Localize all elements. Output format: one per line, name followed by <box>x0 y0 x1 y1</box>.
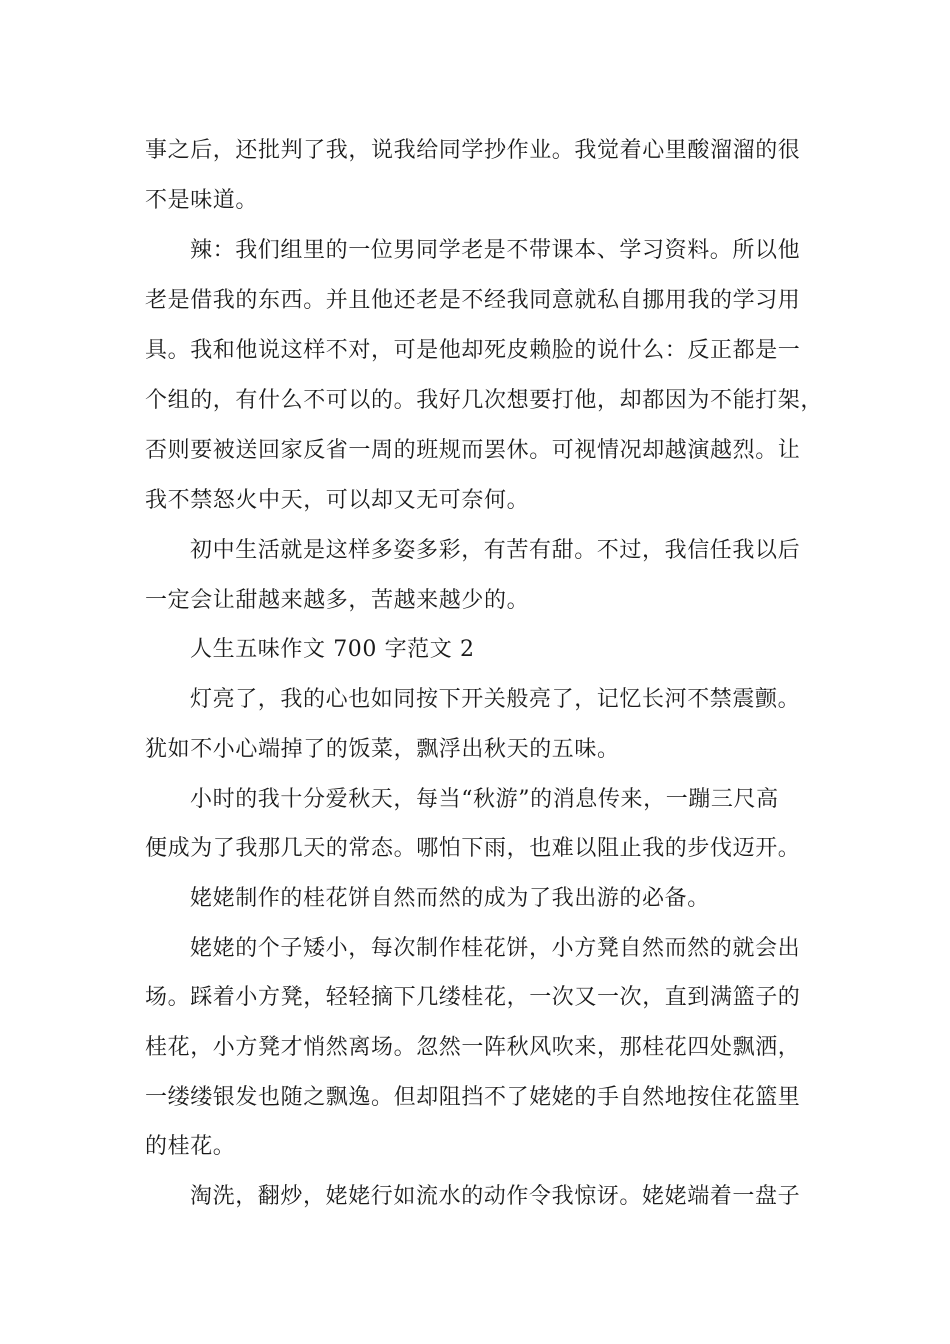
section-heading: 人生五味作文 700 字范文 2 <box>190 637 475 662</box>
text-line: 我不禁怒火中天，可以却又无可奈何。 <box>145 488 530 513</box>
text-line: 老是借我的东西。并且他还老是不经我同意就私自挪用我的学习用 <box>145 288 801 313</box>
paragraph-start-line: 初中生活就是这样多姿多彩，有苦有甜。不过，我信任我以后 <box>190 538 801 563</box>
text-line: 一定会让甜越来越多，苦越来越少的。 <box>145 588 530 613</box>
paragraph-start-line: 辣：我们组里的一位男同学老是不带课本、学习资料。所以他 <box>190 238 801 263</box>
text-line: 场。踩着小方凳，轻轻摘下几缕桂花，一次又一次，直到满篮子的 <box>145 985 801 1010</box>
text-line: 不是味道。 <box>145 188 259 213</box>
paragraph-start-line: 姥姥制作的桂花饼自然而然的成为了我出游的必备。 <box>190 886 710 911</box>
text-line: 犹如不小心端掉了的饭菜，飘浮出秋天的五味。 <box>145 737 620 762</box>
paragraph-start-line: 姥姥的个子矮小，每次制作桂花饼，小方凳自然而然的就会出 <box>190 936 801 961</box>
paragraph-start-line: 小时的我十分爱秋天，每当“秋游”的消息传来，一蹦三尺高 <box>190 787 779 812</box>
text-line: 个组的，有什么不可以的。我好几次想要打他，却都因为不能打架， <box>145 388 824 413</box>
text-line: 桂花，小方凳才悄然离场。忽然一阵秋风吹来，那桂花四处飘洒， <box>145 1035 801 1060</box>
text-line: 便成为了我那几天的常态。哪怕下雨，也难以阻止我的步伐迈开。 <box>145 836 801 861</box>
text-line: 一缕缕银发也随之飘逸。但却阻挡不了姥姥的手自然地按住花篮里 <box>145 1085 801 1110</box>
text-line: 否则要被送回家反省一周的班规而罢休。可视情况却越演越烈。让 <box>145 438 801 463</box>
text-line: 事之后，还批判了我，说我给同学抄作业。我觉着心里酸溜溜的很 <box>145 138 801 163</box>
paragraph-start-line: 淘洗，翻炒，姥姥行如流水的动作令我惊讶。姥姥端着一盘子 <box>190 1184 801 1209</box>
text-line: 的桂花。 <box>145 1134 236 1159</box>
text-line: 具。我和他说这样不对，可是他却死皮赖脸的说什么：反正都是一 <box>145 338 801 363</box>
paragraph-start-line: 灯亮了，我的心也如同按下开关般亮了，记忆长河不禁震颤。 <box>190 687 801 712</box>
